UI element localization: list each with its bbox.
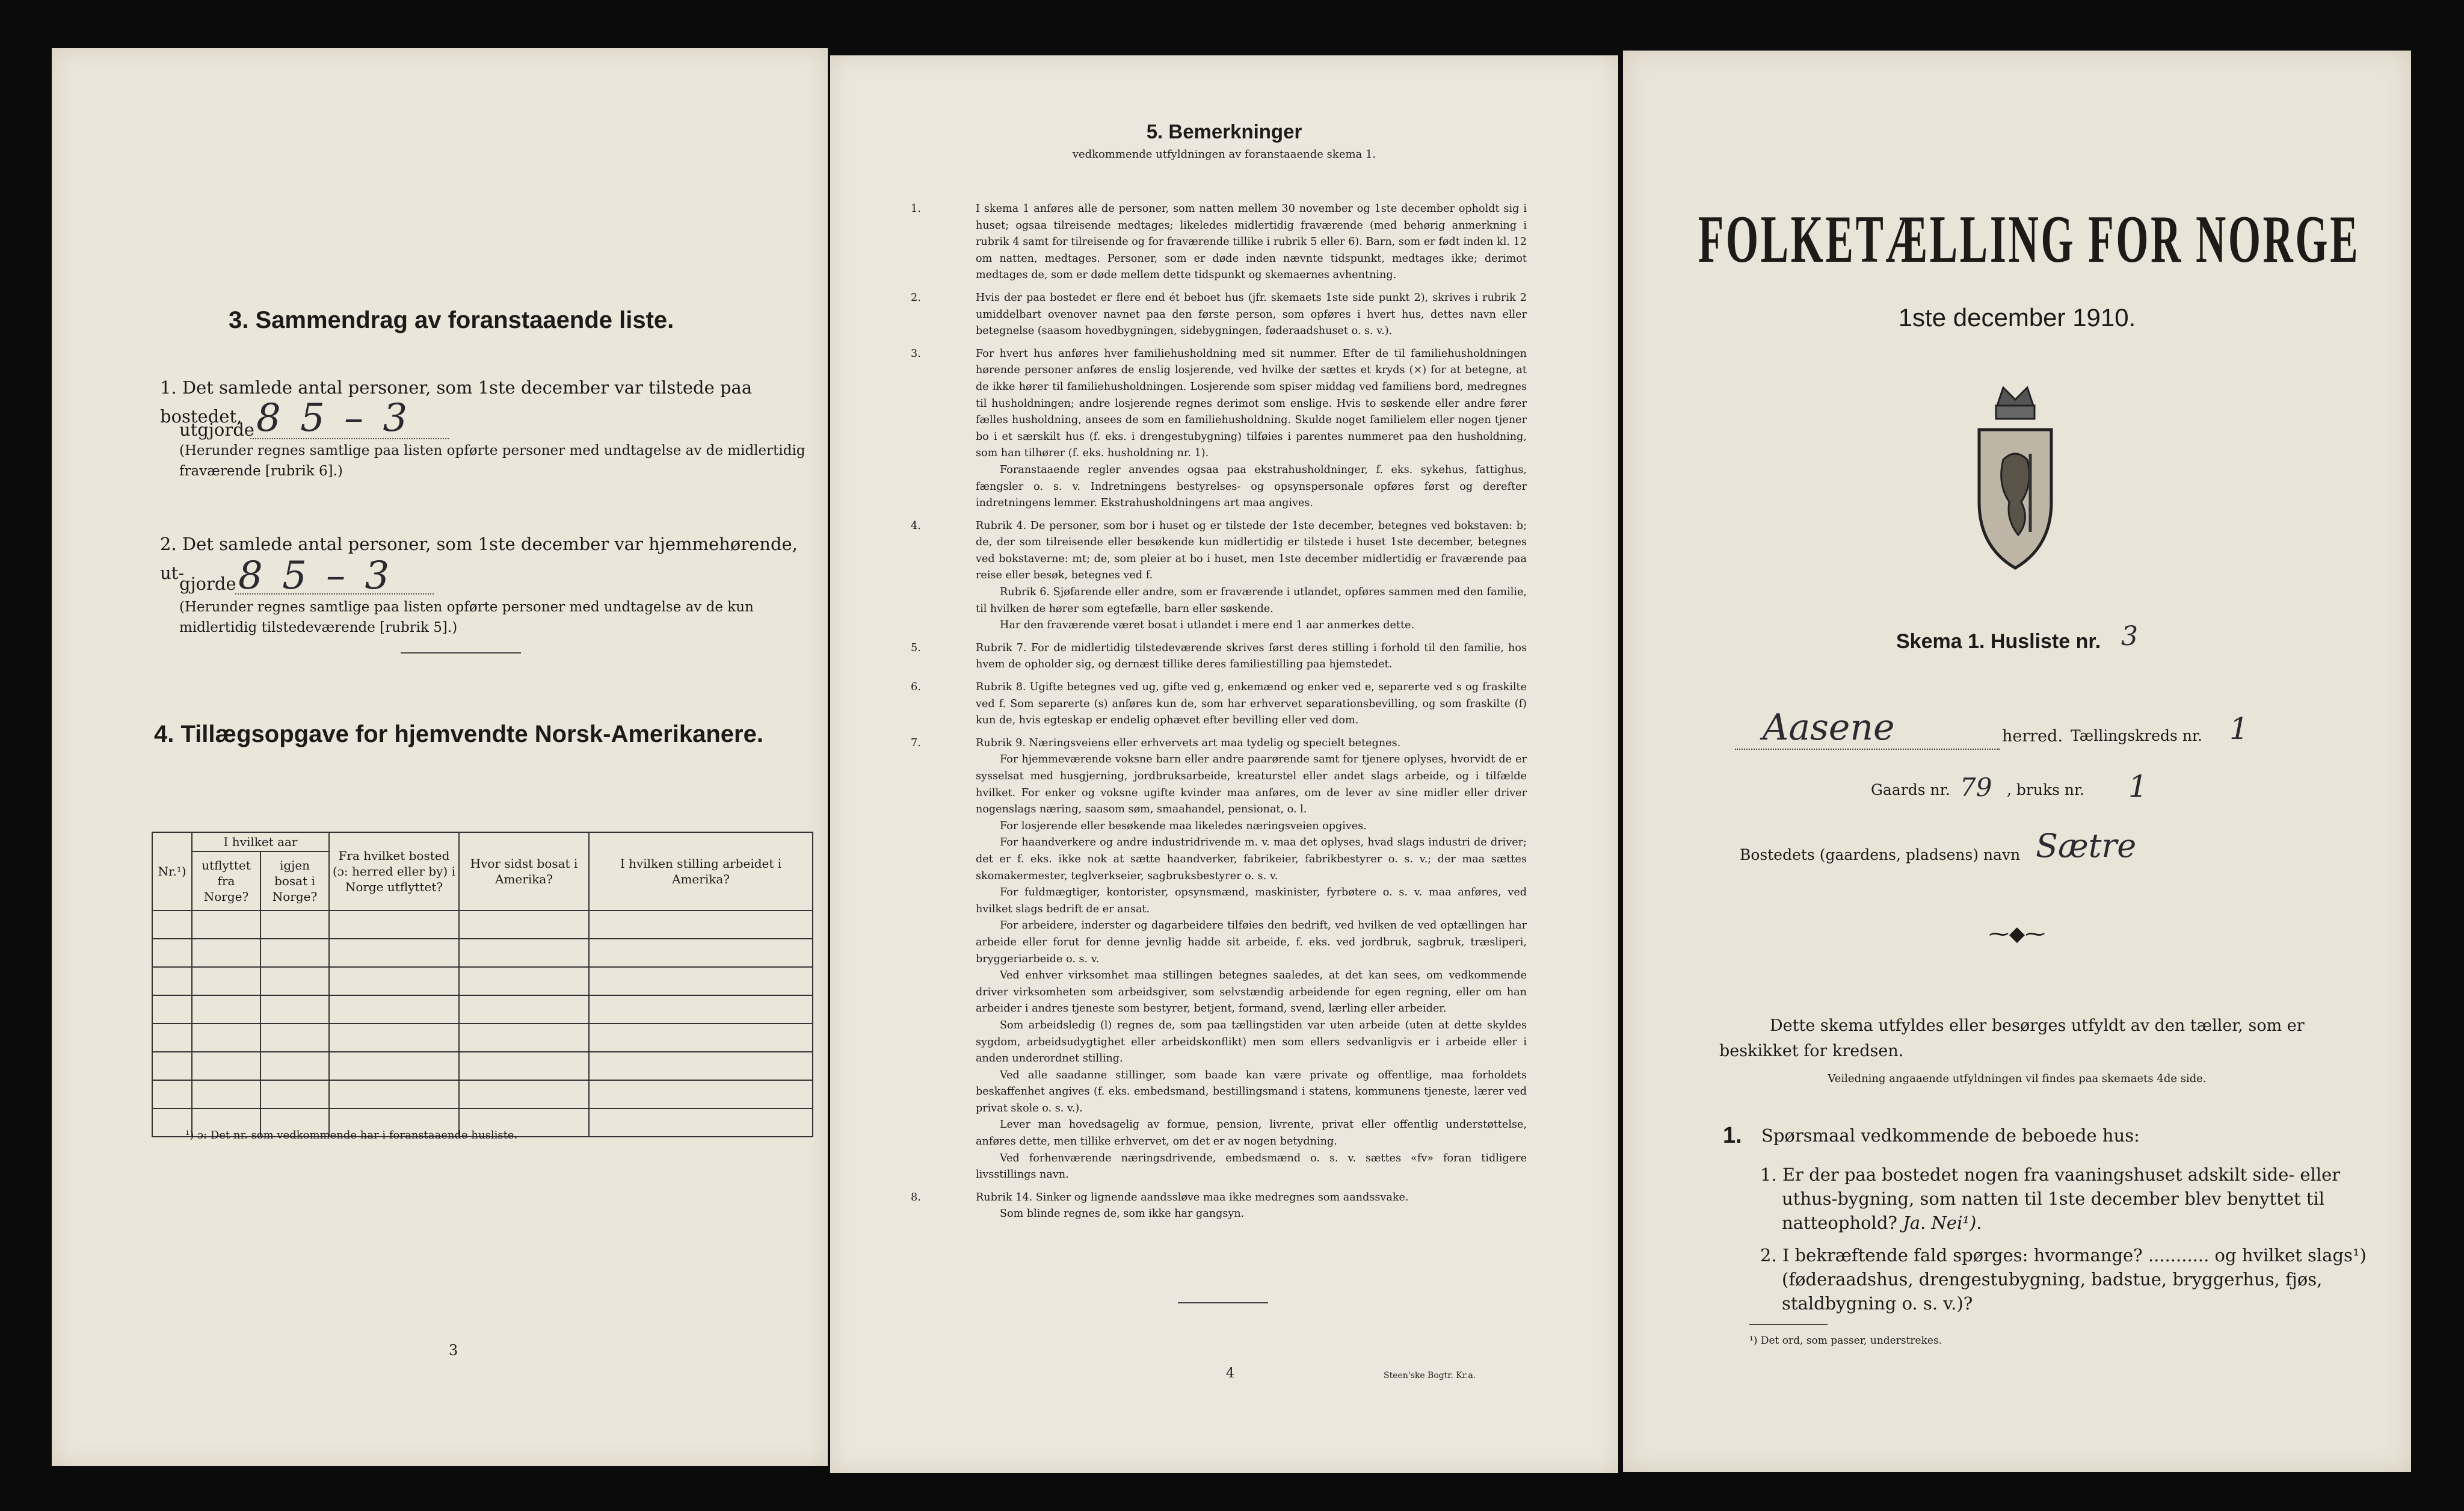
table-row [152, 1052, 813, 1080]
skema-label: Skema 1. Husliste nr. [1896, 630, 2101, 653]
col-fra: Fra hvilket bosted (ɔ: herred eller by) i Norge utflyttet? [329, 832, 459, 910]
remark-text: Ved forhenværende næringsdrivende, embedsmænd o. s. v. sættes «fv» foran tidligere livsstillings navn. [976, 1152, 1527, 1181]
remark-item [911, 640, 1527, 673]
divider [1178, 1302, 1268, 1303]
remark-item [943, 1018, 1527, 1068]
col-nr: Nr.¹) [152, 832, 192, 910]
remark-text: Ved enhver virksomhet maa stillingen betegnes saaledes, at det kan sees, om vedkommende driver virksomheten som arbeidsgiver, som selvstændig arbeidende for egen regning, eller om han arbeider i andres tjeneste som bestyrer, betjent, formand, svend, lærling eller arbeider. [976, 969, 1527, 1015]
handwritten-count-present: 8 5 – 3 [256, 396, 411, 440]
kreds-label: Tællingskreds nr. [2071, 727, 2203, 744]
remark-item [943, 818, 1527, 835]
remark-item [943, 752, 1527, 818]
divider [1749, 1324, 1828, 1325]
handwritten-count-resident: 8 5 – 3 [238, 554, 393, 598]
remark-text: Hvis der paa bostedet er flere end ét beboet hus (jfr. skemaets 1ste side punkt 2), skrives i rubrik 2 umiddelbart ovenover navnet paa den første person, som opføres i hvert hus, dettes navn eller betegnelse (saasom hovedbygningen, sidebygningen, føderaadshuset o. s. v.). [976, 291, 1527, 338]
remark-text: Rubrik 14. Sinker og lignende aandssløve maa ikke medregnes som aandssvake. [976, 1191, 1409, 1204]
col-hvor: Hvor sidst bosat i Amerika? [459, 832, 589, 910]
veiledning-note: Veiledning angaaende utfyldningen vil findes paa skemaets 4de side. [1828, 1072, 2207, 1085]
table-row [152, 1024, 813, 1052]
col-stilling: I hvilken stilling arbeidet i Amerika? [589, 832, 813, 910]
question-1 [1760, 1163, 2383, 1235]
remark-text: Rubrik 6. Sjøfarende eller andre, som er fraværende i utlandet, opføres sammen med den familie, til hvilken de hører som egtefælle, barn eller søskende. [976, 586, 1527, 615]
remark-text: For hvert hus anføres hver familiehusholdning med sit nummer. Efter de til familiehusholdningen hørende personer anføres de enslig losjerende, ved hvilke der sættes et kryds (×) for at betegne, at de ikke hører til familiehusholdningen. Losjerende som spiser middag ved familiens bord, medregnes til husholdningen; andre losjerende regnes derimot som enslige. Hvis to søskende eller andre fører fælles husholdning, ansees de som en familiehusholdning. Skulde noget familielem eller nogen tjener bo i et særskilt hus (f. eks. i drengestubygning) tilføies i parentes nummeret paa den husholdning, som han tilhører (f. eks. husholdning nr. 1). [976, 347, 1527, 460]
page-4 [830, 55, 1618, 1473]
remark-number: 2. [911, 291, 921, 304]
bosted-name: Sætre [2036, 827, 2137, 865]
summary-note-1: (Herunder regnes samtlige paa listen opførte personer med undtagelse av de midlertidig fraværende [rubrik 6].) [179, 443, 805, 479]
remark-text: For fuldmægtiger, kontorister, opsynsmænd, maskinister, fyrbøtere o. s. v. maa anføres, ved hvilket slags bedrift de er ansat. [976, 886, 1527, 915]
remark-item [911, 290, 1527, 340]
questions-number: 1. [1723, 1123, 1742, 1148]
section-4-title: 4. Tillægsopgave for hjemvendte Norsk-Amerikanere. [154, 721, 763, 747]
page-number: 3 [449, 1342, 458, 1359]
remark-number: 4. [911, 519, 921, 532]
summary-question-1: 1. Det samlede antal personer, som 1ste december var tilstede paa bostedet, [160, 377, 753, 427]
remark-item [943, 462, 1527, 512]
bruks-number: 1 [2128, 769, 2148, 804]
remarks-title: 5. Bemerkninger [1146, 120, 1302, 143]
remark-number: 8. [911, 1191, 921, 1204]
remark-text: I skema 1 anføres alle de personer, som natten mellem 30 november og 1ste december opholdt sig i huset; ogsaa tilreisende medtages; likeledes midlertidig fraværende (med behørig anmerkning i rubrik 4 samt for tilreisende og for fraværende tillike i rubrik 5 eller 6). Barn, som er født inden kl. 12 om natten, medtages. Personer, som er døde inden nævnte tidspunkt, medtages ikke; derimot medtages de, som er døde mellem dette tidspunkt og skemaernes avhentning. [976, 203, 1527, 282]
remark-item [911, 735, 1527, 752]
ornament-icon: ⁓◆⁓ [1988, 922, 2046, 946]
question-1-answer: Ja. Nei¹). [1903, 1213, 1982, 1233]
table-row [152, 1080, 813, 1108]
remark-item [943, 968, 1527, 1018]
remark-text: Foranstaaende regler anvendes ogsaa paa ekstrahusholdninger, f. eks. sykehus, fattighus, fængsler o. s. v. Indretningens bestyrelses- og opsynspersonale opføres først og derefter indretningens lemmer. Ekstrahusholdningens art maa angives. [976, 463, 1527, 510]
col-utflyttet: utflyttet fra Norge? [192, 851, 260, 910]
table-footnote: ¹) ɔ: Det nr. som vedkommende har i foranstaaende husliste. [185, 1129, 518, 1142]
remarks-list [911, 195, 1527, 1223]
section-3-title: 3. Sammendrag av foranstaaende liste. [229, 307, 674, 333]
page-1-footnote: ¹) Det ord, som passer, understrekes. [1749, 1335, 1942, 1347]
remark-item [943, 1117, 1527, 1150]
gaards-label: Gaards nr. [1871, 781, 1950, 799]
remark-number: 3. [911, 347, 921, 360]
remark-number: 1. [911, 203, 921, 215]
table-row [152, 910, 813, 939]
page-1 [1623, 51, 2411, 1472]
remark-item [943, 835, 1527, 885]
bruks-label: , bruks nr. [2007, 781, 2085, 799]
summary-note-2: (Herunder regnes samtlige paa listen opførte personer med undtagelse av de kun midlertidig tilstedeværende [rubrik 5].) [179, 599, 754, 635]
coat-of-arms-icon [1961, 382, 2069, 574]
remark-item [911, 201, 1527, 284]
questions-heading: Spørsmaal vedkommende de beboede hus: [1761, 1125, 2140, 1146]
table-row [152, 995, 813, 1024]
remark-item [943, 1206, 1527, 1223]
intro-text: Dette skema utfyldes eller besørges utfyldt av den tæller, som er beskikket for kredsen. [1719, 1016, 2305, 1060]
question-2: 2. I bekræftende fald spørges: hvormange? ........... og hvilket slags¹) (føderaadshus, drengestubygning, badstue, bryggerhus, fjøs, staldbygning o. s. v.)? [1760, 1245, 2367, 1314]
remark-text: Rubrik 4. De personer, som bor i huset og er tilstede der 1ste december, betegnes ved bokstaven: b; de, der som tilreisende eller besøkende kun midlertidig er tilstede i huset 1ste december, betegnes ved bokstaverne: mt; de, som pleier at bo i huset, men 1ste december midlertidig er fraværende paa reise eller besøk, betegnes ved f. [976, 519, 1527, 582]
remark-text: Rubrik 7. For de midlertidig tilstedeværende skrives først deres stilling i forhold til den familie, hos hvem de opholder sig, og dernæst tillike deres familiestilling paa hjemstedet. [976, 641, 1527, 671]
kreds-number: 1 [2229, 711, 2249, 746]
table-row [152, 939, 813, 967]
remark-text: For arbeidere, inderster og dagarbeidere tilføies den bedrift, ved hvilken de ved optællingen har arbeide eller forut for denne jevnlig hadde sit arbeide, f. eks. ved jordbruk, sagbruk, træsliperi, bryggeriarbeide o. s. v. [976, 919, 1527, 965]
printer-credit: Steen'ske Bogtr. Kr.a. [1384, 1371, 1476, 1380]
remark-item [943, 918, 1527, 968]
divider [401, 652, 521, 654]
remark-item [911, 1190, 1527, 1207]
herred-label: herred. [2002, 727, 2063, 746]
remark-text: Ved alle saadanne stillinger, som baade kan være private og offentlige, maa forholdets beskaffenhet angives (f. eks. embedsmand, bestillingsmand i statens, kommunens tjeneste, lærer ved privat skole o. s. v.). [976, 1069, 1527, 1114]
remark-item [943, 885, 1527, 918]
remark-number: 5. [911, 641, 921, 654]
summary-utgjorde-1: utgjorde [179, 419, 254, 440]
page-3 [52, 48, 828, 1466]
page-number: 4 [1226, 1366, 1234, 1381]
remark-item [943, 1068, 1527, 1117]
fill-line [250, 438, 449, 439]
question-1-text: 1. Er der paa bostedet nogen fra vaaningshuset adskilt side- eller uthus-bygning, som natten til 1ste december blev benyttet til natteophold? [1760, 1164, 2341, 1233]
remark-number: 6. [911, 681, 921, 694]
fill-line [235, 593, 434, 595]
gaards-number: 79 [1960, 773, 1992, 802]
remark-text: Lever man hovedsagelig av formue, pension, livrente, privat eller offentlig understøttelse, anføres dette, men tillike erhvervet, om det er av nogen betydning. [976, 1119, 1527, 1148]
census-title: FOLKETÆLLING FOR NORGE [1698, 202, 2361, 277]
summary-question-2: 2. Det samlede antal personer, som 1ste december var hjemmehørende, ut- [160, 534, 798, 583]
herred-name: Aasene [1763, 706, 1895, 749]
remark-item [911, 518, 1527, 584]
norsk-amerikanere-table [152, 832, 813, 1137]
remark-text: For haandverkere og andre industridrivende m. v. maa det oplyses, hvad slags industri de driver; det er f. eks. ikke nok at sætte haandverker, fabrikeier, fabrikbestyrer o. s. v.; der maa sættes skomakermester, teglverkseier, sagbruksbestyrer o. s. v. [976, 836, 1527, 882]
remark-text: For hjemmeværende voksne barn eller andre paarørende samt for tjenere oplyses, hvorvidt de er sysselsat med husgjerning, jordbruksarbeide, kreaturstel eller andet slags arbeide, og i tilfælde hvilket. For enker og voksne ugifte kvinder maa anføres, om de lever av sine midler eller driver nogenslags næring, saasom søm, smaahandel, pensionat, o. l. [976, 753, 1527, 816]
remark-text: Rubrik 8. Ugifte betegnes ved ug, gifte ved g, enkemænd og enker ved e, separerte ved s og fraskilte ved f. Som separerte (s) anføres kun de, som har erhvervet separationsbevilling, og som fraskilte (f) kun de, hvis egteskap er endelig ophævet efter bevilling eller ved dom. [976, 681, 1527, 727]
summary-gjorde-2: gjorde [179, 573, 236, 594]
remark-item [911, 679, 1527, 729]
remark-item [943, 617, 1527, 634]
col-group-year: I hvilket aar [192, 832, 329, 851]
husliste-number: 3 [2121, 621, 2138, 652]
remark-number: 7. [911, 737, 921, 749]
remark-item [943, 1151, 1527, 1184]
remark-text: For losjerende eller besøkende maa likeledes næringsveien opgives. [1000, 820, 1367, 832]
col-igjen: igjen bosat i Norge? [260, 851, 329, 910]
remark-item [911, 346, 1527, 462]
remark-text: Har den fraværende været bosat i utlandet i mere end 1 aar anmerkes dette. [1000, 619, 1415, 632]
remark-text: Som blinde regnes de, som ikke har gangsyn. [1000, 1208, 1245, 1220]
remarks-subtitle: vedkommende utfyldningen av foranstaaende skema 1. [1072, 148, 1376, 161]
remark-item [943, 584, 1527, 617]
bosted-label: Bostedets (gaardens, pladsens) navn [1740, 846, 2021, 864]
fill-line [1735, 749, 2000, 750]
remark-text: Rubrik 9. Næringsveiens eller erhvervets art maa tydelig og specielt betegnes. [976, 737, 1401, 749]
remark-text: Som arbeidsledig (l) regnes de, som paa tællingstiden var uten arbeide (uten at dette skyldes sygdom, arbeidsudygtighet eller arbeidskonflikt) men som ellers sedvanligvis er i arbeide eller i anden underordnet stilling. [976, 1019, 1527, 1065]
census-date: 1ste december 1910. [1898, 303, 2136, 332]
table-row [152, 967, 813, 995]
census-title-wrap [1503, 201, 2464, 279]
